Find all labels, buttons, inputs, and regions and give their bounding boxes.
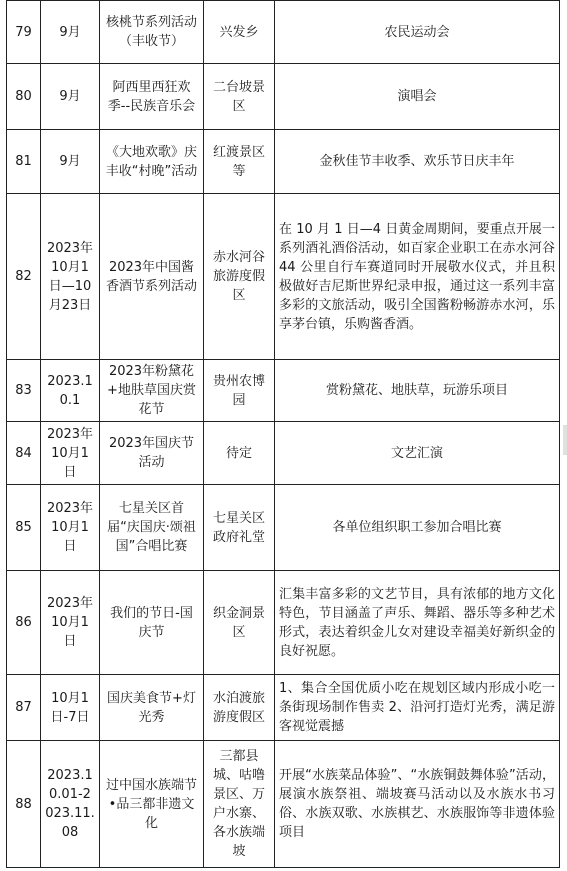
event-place: 兴发乡 [204,1,275,64]
event-content: 金秋佳节丰收季、欢乐节日庆丰年 [275,130,560,194]
event-date: 2023年10月1日 [41,571,100,675]
event-name: 我们的节日-国庆节 [100,571,204,675]
table-row [7,130,560,194]
row-number: 84 [7,422,41,485]
event-place: 待定 [204,422,275,485]
event-date: 2023年10月1日 [41,485,100,571]
event-place: 织金洞景区 [204,571,275,675]
event-content: 1、集合全国优质小吃在规划区域内形成小吃一条街现场制作售卖 2、沿河打造灯光秀，满足游客视觉震撼 [275,675,560,741]
row-number: 81 [7,130,41,194]
event-date: 10月1日-7日 [41,675,100,741]
row-number: 87 [7,675,41,741]
table-row [7,64,560,130]
table-row [7,741,560,868]
event-content: 演唱会 [275,64,560,130]
event-date: 2023年10月1日—10月23日 [41,194,100,360]
table-row [7,194,560,360]
table-row [7,675,560,741]
event-content: 赏粉黛花、地肤草，玩游乐项目 [275,360,560,422]
scrollbar-thumb[interactable] [563,425,567,455]
event-name: 核桃节系列活动（丰收节） [100,1,204,64]
event-name: 过中国水族端节•品三都非遗文化 [100,741,204,868]
table-row [7,1,560,64]
event-date: 2023年10月1日 [41,422,100,485]
event-date: 2023.10.1 [41,360,100,422]
event-place: 二台坡景区 [204,64,275,130]
event-place: 水泊渡旅游度假区 [204,675,275,741]
event-place: 赤水河谷旅游度假区 [204,194,275,360]
events-table [6,0,560,868]
event-name: 《大地欢歌》庆丰收“村晚”活动 [100,130,204,194]
event-date: 9月 [41,130,100,194]
event-content: 农民运动会 [275,1,560,64]
table-row [7,422,560,485]
event-name: 2023年粉黛花+地肤草国庆赏花节 [100,360,204,422]
event-content: 文艺汇演 [275,422,560,485]
event-name: 国庆美食节+灯光秀 [100,675,204,741]
row-number: 80 [7,64,41,130]
table-row [7,571,560,675]
event-place: 七星关区政府礼堂 [204,485,275,571]
row-number: 83 [7,360,41,422]
event-place: 贵州农博园 [204,360,275,422]
row-number: 82 [7,194,41,360]
event-place: 三都县城、咕噜景区、万户水寨、各水族端坡 [204,741,275,868]
event-content: 在 10 月 1 日—4 日黄金周期间，要重点开展一系列酒礼酒俗活动，如百家企业职工在赤水河谷 44 公里自行车赛道同时开展敬水仪式，并且积极做好吉尼斯世界纪录申报，通过这一系列丰富多彩的文旅活动，吸引全国酱粉畅游赤水河，乐享茅台镇，乐购酱香酒。 [275,194,560,360]
event-date: 9月 [41,1,100,64]
event-name: 2023年国庆节活动 [100,422,204,485]
row-number: 86 [7,571,41,675]
event-place: 红渡景区等 [204,130,275,194]
event-date: 9月 [41,64,100,130]
event-date: 2023.10.01-2023.11.08 [41,741,100,868]
row-number: 85 [7,485,41,571]
event-content: 开展“水族菜品体验”、“水族铜鼓舞体验”活动，展演水族祭祖、端坡赛马活动以及水族水书习俗、水族双歌、水族棋艺、水族服饰等非遗体验项目 [275,741,560,868]
table-row [7,360,560,422]
event-content: 各单位组织职工参加合唱比赛 [275,485,560,571]
row-number: 79 [7,1,41,64]
row-number: 88 [7,741,41,868]
event-name: 七星关区首届“庆国庆·颂祖国”合唱比赛 [100,485,204,571]
event-content: 汇集丰富多彩的文艺节目，具有浓郁的地方文化特色，节目涵盖了声乐、舞蹈、器乐等多种艺术形式，表达着织金儿女对建设幸福美好新织金的良好祝愿。 [275,571,560,675]
table-row [7,485,560,571]
event-name: 2023年中国酱香酒节系列活动 [100,194,204,360]
event-name: 阿西里西狂欢季--民族音乐会 [100,64,204,130]
